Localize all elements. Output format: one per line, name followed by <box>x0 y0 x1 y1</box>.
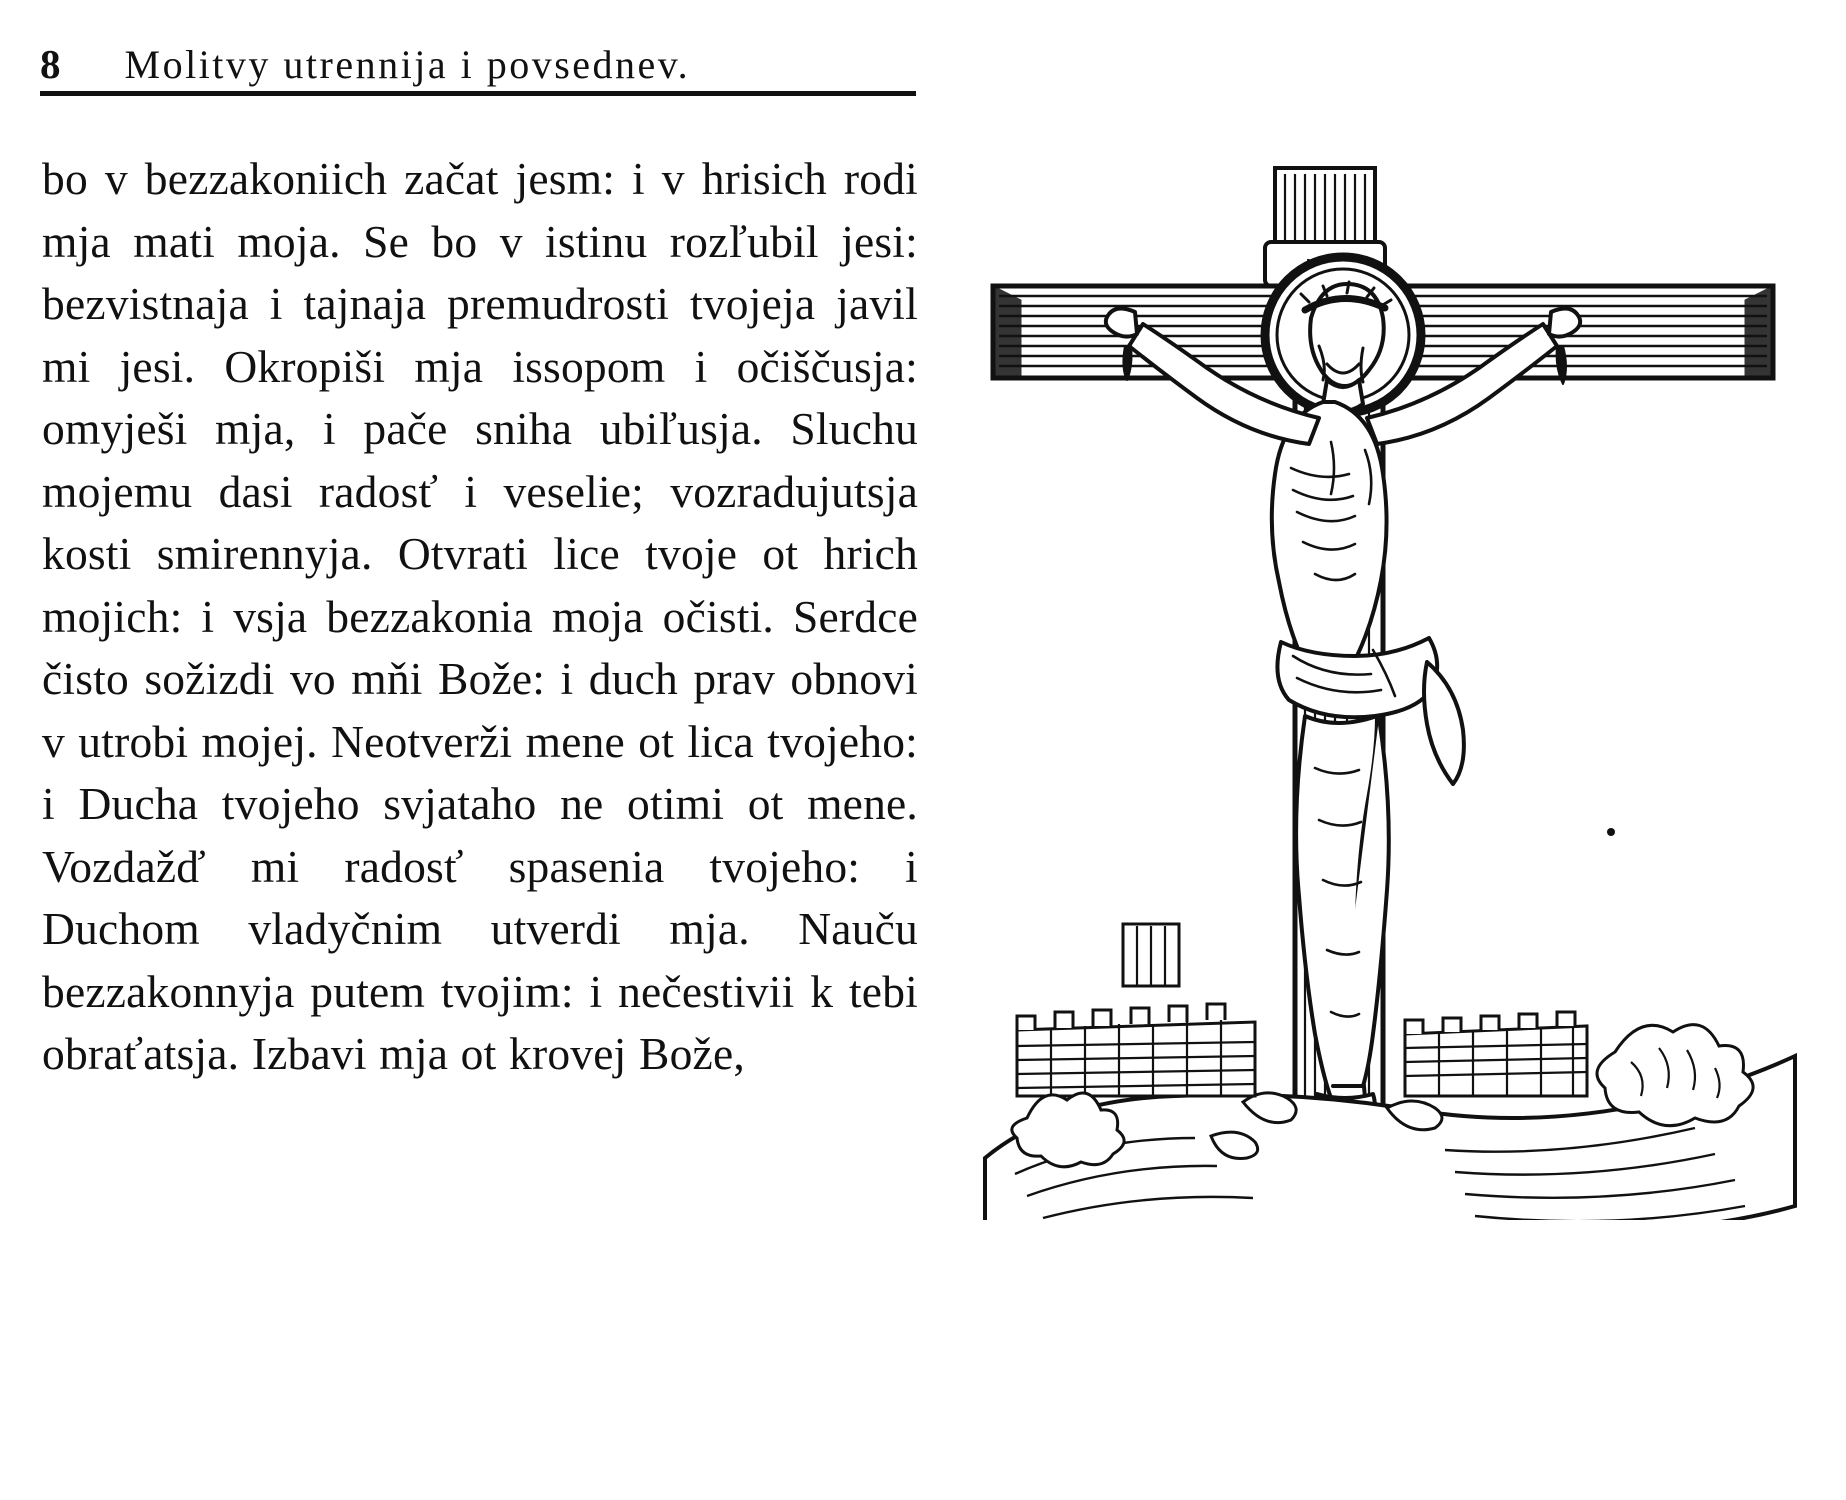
page-number: 8 <box>40 41 61 87</box>
city-wall-left <box>1017 924 1255 1096</box>
cross-structure <box>985 168 1795 1220</box>
city-wall-right <box>1405 1012 1587 1096</box>
christ-figure <box>1106 282 1580 1124</box>
crucifixion-illustration <box>975 150 1805 1220</box>
text-column <box>42 148 918 1478</box>
running-title: Molitvy utrennija i povsednev. <box>124 42 691 87</box>
body-paragraph: bo v bezzakoniich začat jesm: i v hrisich rodi mja mati moja. Se bo v istinu rozľubil jesi: bezvistnaja i tajnaja premudrosti tvojeja javil mi jesi. Okropiši mja issopom i očiščusja: omyješi mja, i pače sniha ubiľusja. Sluchu mojemu dasi radosť i veselie; vozradujutsja kosti smirennyja. Otvrati lice tvoje ot hrich mojich: i vsja bezzakonia moja očisti. Serdce čisto sožizdi vo mňi Bože: i duch prav obnovi v utrobi mojej. Neotverži mene ot lica tvojeho: i Ducha tvojeho svjataho ne otimi ot mene. Vozdažď mi radosť spasenia tvojeho: i Duchom vladyčnim utverdi mja. Nauču bezzakonnyja putem tvojim: i nečestivii k tebi obraťatsja. Izbavi mja ot krovej Bože, <box>42 153 918 1079</box>
page-header <box>40 41 916 96</box>
